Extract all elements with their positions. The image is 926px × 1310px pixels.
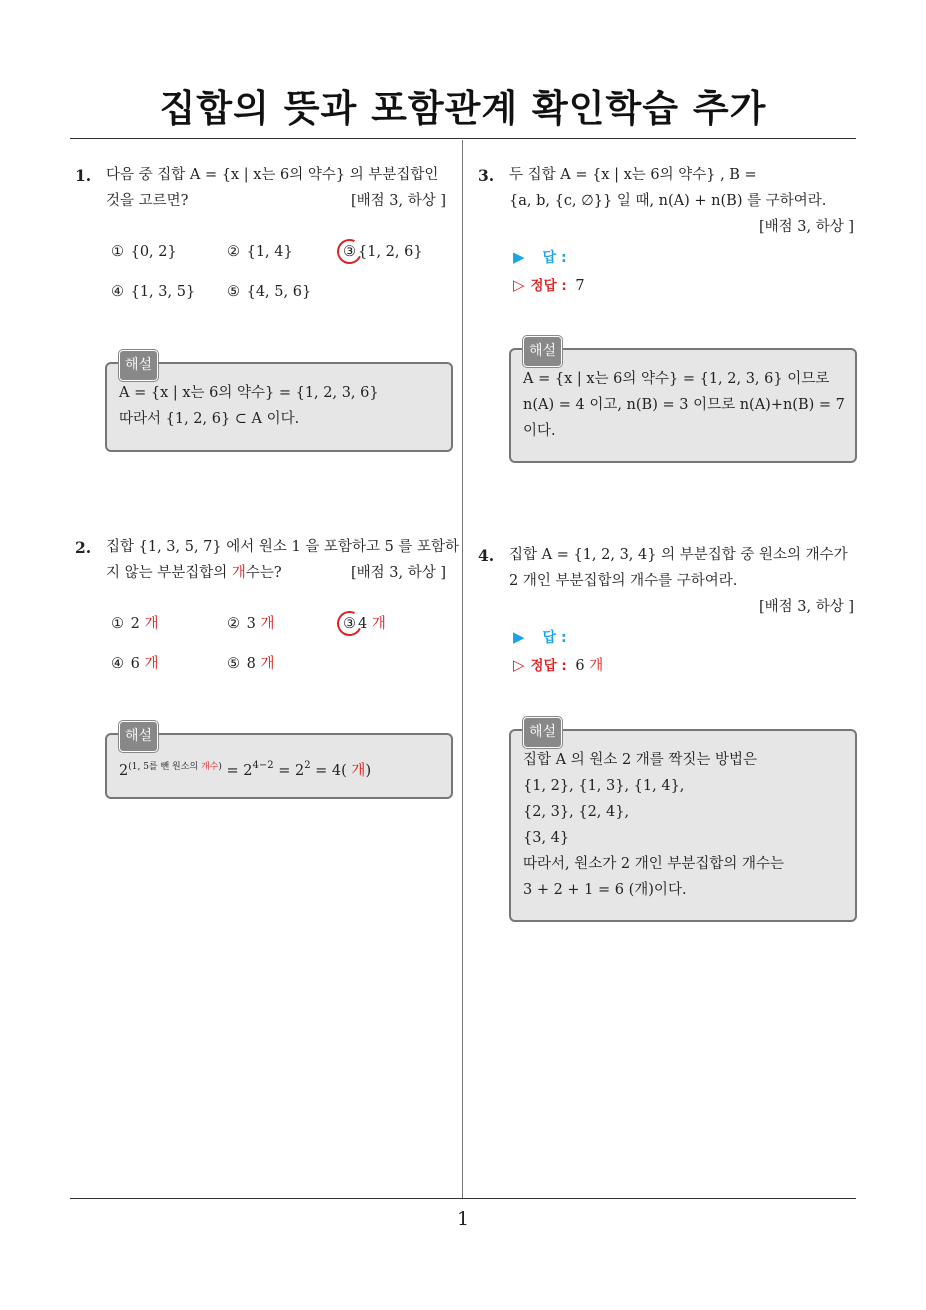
solution-box-4 — [509, 724, 857, 922]
question-text-line: 다음 중 집합 A = {x | x는 6의 약수} 의 부분집합인 — [106, 167, 439, 183]
solution-line: A = {x | x는 6의 약수} = {1, 2, 3, 6} 이므로 — [523, 371, 830, 387]
choice-1[interactable]: ① {0, 2} — [111, 244, 177, 260]
question-number: 3. — [478, 166, 495, 185]
question-text-line: 2 개인 부분집합의 개수를 구하여라. — [509, 573, 738, 589]
solution-formula: $2^{(1, 5를 뺀 원소의 개수)} = 2^{4-2} = 2^2 = 4$( 개) — [119, 760, 372, 779]
solution-line: {1, 2}, {1, 3}, {1, 4}, — [523, 778, 685, 794]
question-text-line: 집합 {1, 3, 5, 7} 에서 원소 1 을 포함하고 5 를 포함하 — [106, 539, 460, 555]
solution-tag: 해설 — [523, 717, 562, 748]
question-number: 1. — [75, 166, 92, 185]
outline-triangle-icon: ▷ — [513, 276, 525, 294]
choice-3[interactable]: ③ 4 개 — [341, 612, 386, 637]
solution-line: 따라서, 원소가 2 개인 부분집합의 개수는 — [523, 856, 784, 872]
choice-4[interactable]: ④ {1, 3, 5} — [111, 284, 196, 300]
choice-1[interactable]: ① 2 개 — [111, 616, 159, 632]
solution-line: n(A) = 4 이고, n(B) = 3 이므로 n(A)+n(B) = 7 — [523, 397, 845, 413]
bottom-rule — [70, 1198, 856, 1199]
choice-5[interactable]: ⑤ 8 개 — [227, 656, 275, 672]
question-text-line: 것을 고르면? — [106, 193, 189, 209]
choice-3[interactable]: ③ {1, 2, 6} — [341, 240, 423, 265]
solution-line: 3 + 2 + 1 = 6 (개)이다. — [523, 882, 687, 898]
score-meta: [배점 3, 하상 ] — [759, 599, 855, 615]
question-text-line: 두 집합 A = {x | x는 6의 약수} , B = — [509, 167, 757, 183]
play-triangle-icon: ▶ — [513, 628, 525, 646]
answer-mark-circle — [333, 235, 365, 267]
solution-line: 이다. — [523, 423, 556, 439]
page-number: 1 — [456, 1208, 470, 1230]
solution-line: {3, 4} — [523, 830, 570, 846]
answer-row[interactable]: ▶ 답 : — [513, 248, 567, 266]
question-number: 4. — [478, 546, 495, 565]
question-3 — [478, 163, 860, 303]
top-rule — [70, 138, 856, 139]
score-meta: [배점 3, 하상 ] — [759, 219, 855, 235]
score-meta: [배점 3, 하상 ] — [351, 193, 447, 209]
question-text-line: 집합 A = {1, 2, 3, 4} 의 부분집합 중 원소의 개수가 — [509, 547, 848, 563]
choice-4[interactable]: ④ 6 개 — [111, 656, 159, 672]
outline-triangle-icon: ▷ — [513, 656, 525, 674]
answer-row[interactable]: ▶ 답 : — [513, 628, 567, 646]
solution-tag: 해설 — [119, 721, 158, 752]
solution-box-1 — [105, 357, 453, 452]
column-divider — [462, 140, 463, 1198]
correct-answer-row: ▷ 정답 : 7 — [513, 276, 585, 294]
solution-line: A = {x | x는 6의 약수} = {1, 2, 3, 6} — [119, 385, 379, 401]
choice-2[interactable]: ② {1, 4} — [227, 244, 293, 260]
solution-line: 집합 A 의 원소 2 개를 짝짓는 방법은 — [523, 752, 758, 768]
question-text-line: 지 않는 부분집합의 개수는? — [106, 565, 282, 581]
question-2 — [75, 535, 460, 685]
solution-line: 따라서 {1, 2, 6} ⊂ A 이다. — [119, 411, 300, 427]
solution-box-2 — [105, 728, 453, 799]
question-4 — [478, 543, 860, 683]
choice-5[interactable]: ⑤ {4, 5, 6} — [227, 284, 312, 300]
page-title: 집합의 뜻과 포함관계 확인학습 추가 — [159, 87, 767, 130]
question-number: 2. — [75, 538, 92, 557]
solution-box-3 — [509, 343, 857, 463]
correct-answer-row: ▷ 정답 : 6 개 — [513, 656, 604, 674]
solution-tag: 해설 — [119, 350, 158, 381]
score-meta: [배점 3, 하상 ] — [351, 565, 447, 581]
answer-mark-circle — [333, 607, 365, 639]
solution-line: {2, 3}, {2, 4}, — [523, 804, 630, 820]
question-text-line: {a, b, {c, ∅}} 일 때, n(A) + n(B) 를 구하여라. — [509, 193, 827, 209]
play-triangle-icon: ▶ — [513, 248, 525, 266]
solution-tag: 해설 — [523, 336, 562, 367]
choice-2[interactable]: ② 3 개 — [227, 616, 275, 632]
